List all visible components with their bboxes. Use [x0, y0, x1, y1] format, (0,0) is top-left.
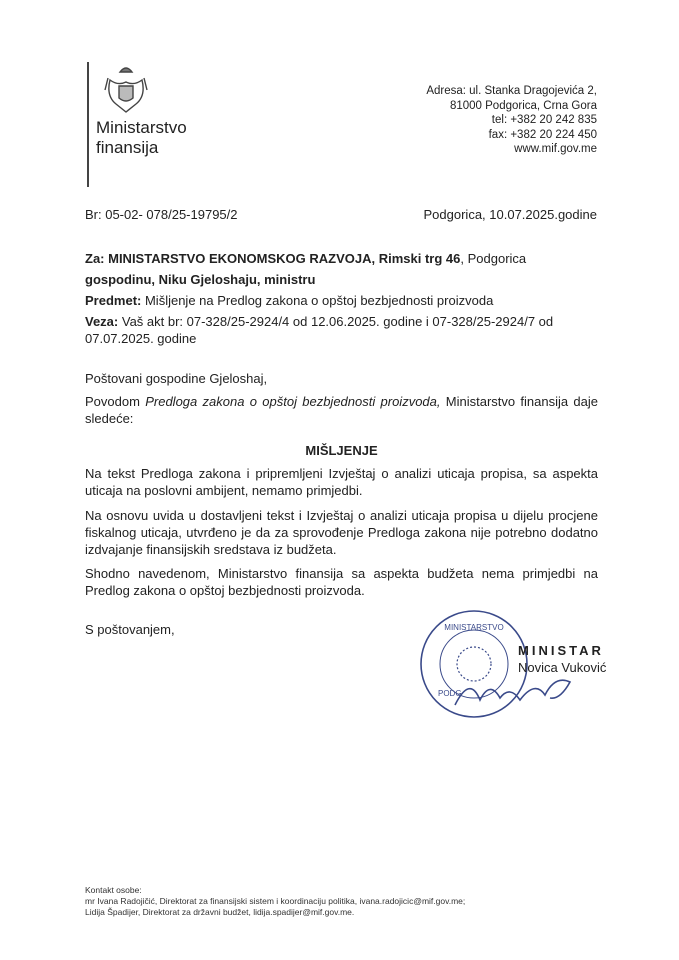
veza-label: Veza: [85, 314, 119, 329]
contacts-label: Kontakt osobe: [85, 885, 142, 895]
letter-date: Podgorica, 10.07.2025.godine [423, 207, 597, 222]
address-line: 81000 Podgorica, Crna Gora [449, 99, 597, 112]
recipient-person: gospodinu, Niku Gjeloshaju, ministru [85, 272, 316, 287]
coat-of-arms-icon [104, 62, 148, 118]
veza-line [85, 313, 598, 347]
opinion-heading: MIŠLJENJE [305, 443, 378, 458]
phone: tel: +382 20 242 835 [491, 114, 597, 126]
subject-line [85, 292, 598, 309]
svg-text:PODG: PODG [438, 689, 462, 698]
closing: S poštovanjem, [85, 622, 175, 637]
salutation: Poštovani gospodine Gjeloshaj, [85, 371, 268, 386]
body-paragraph: Na osnovu uvida u dostavljeni tekst i Izvještaj o analizi uticaja propisa u dijelu procjene fiskalnog uticaja, utvrđeno je da za sprovođenje Predloga zakona nije potrebno dodatno izdvajanje finansijskih sredstava iz budžeta. [85, 508, 598, 557]
intro-pre: Povodom [85, 394, 146, 409]
signatory-title: MINISTAR [518, 643, 604, 658]
signatory-name: Novica Vuković [518, 660, 607, 675]
address-line: Adresa: ul. Stanka Dragojevića 2, [426, 85, 597, 97]
fax: fax: +382 20 224 450 [488, 128, 597, 141]
za-label: Za: [85, 251, 105, 266]
body-paragraph: Na tekst Predloga zakona i pripremljeni Izvještaj o analizi uticaja propisa, sa aspekta uticaja na poslovni ambijent, nemamo primjedbi. [85, 466, 598, 498]
handwritten-signature [450, 670, 585, 712]
veza-text: Vaš akt br: 07-328/25-2924/4 od 12.06.2025. godine i 07-328/25-2924/7 od 07.07.2025. godine [85, 314, 554, 346]
subject-label: Predmet: [85, 293, 142, 308]
org-line-2: finansija [96, 138, 159, 157]
org-line-1: Ministarstvo [96, 118, 187, 137]
signature-block [518, 642, 606, 676]
reference-number: Br: 05-02- 078/25-19795/2 [85, 207, 238, 222]
contact-line: mr Ivana Radojičić, Direktorat za finansijski sistem i koordinaciju politika, ivana.radojicic@mif.gov.me; [85, 896, 466, 906]
website: www.mif.gov.me [514, 143, 597, 155]
letterhead-divider [87, 62, 89, 187]
contact-persons [85, 885, 465, 918]
contact-line: Lidija Špadijer, Direktorat za državni budžet, lidija.spadijer@mif.gov.me. [85, 907, 355, 917]
body-paragraph: Shodno navedenom, Ministarstvo finansija sa aspekta budžeta nema primjedbi na Predlog zakona o opštoj bezbjednosti proizvoda. [85, 566, 598, 598]
intro-post: Ministarstvo finansija daje sledeće: [85, 394, 598, 426]
intro-paragraph [85, 393, 598, 427]
law-title: Predloga zakona o opštoj bezbjednosti proizvoda, [145, 394, 441, 409]
recipient-org: MINISTARSTVO EKONOMSKOG RAZVOJA, Rimski trg 46 [104, 251, 461, 266]
svg-text:MINISTARSTVO: MINISTARSTVO [444, 623, 504, 632]
subject-text: Mišljenje na Predlog zakona o opštoj bezbjednosti proizvoda [141, 293, 494, 308]
recipient-line [85, 250, 598, 267]
recipient-city: , Podgorica [460, 251, 527, 266]
organization-name [96, 118, 187, 158]
address-block [426, 84, 597, 157]
